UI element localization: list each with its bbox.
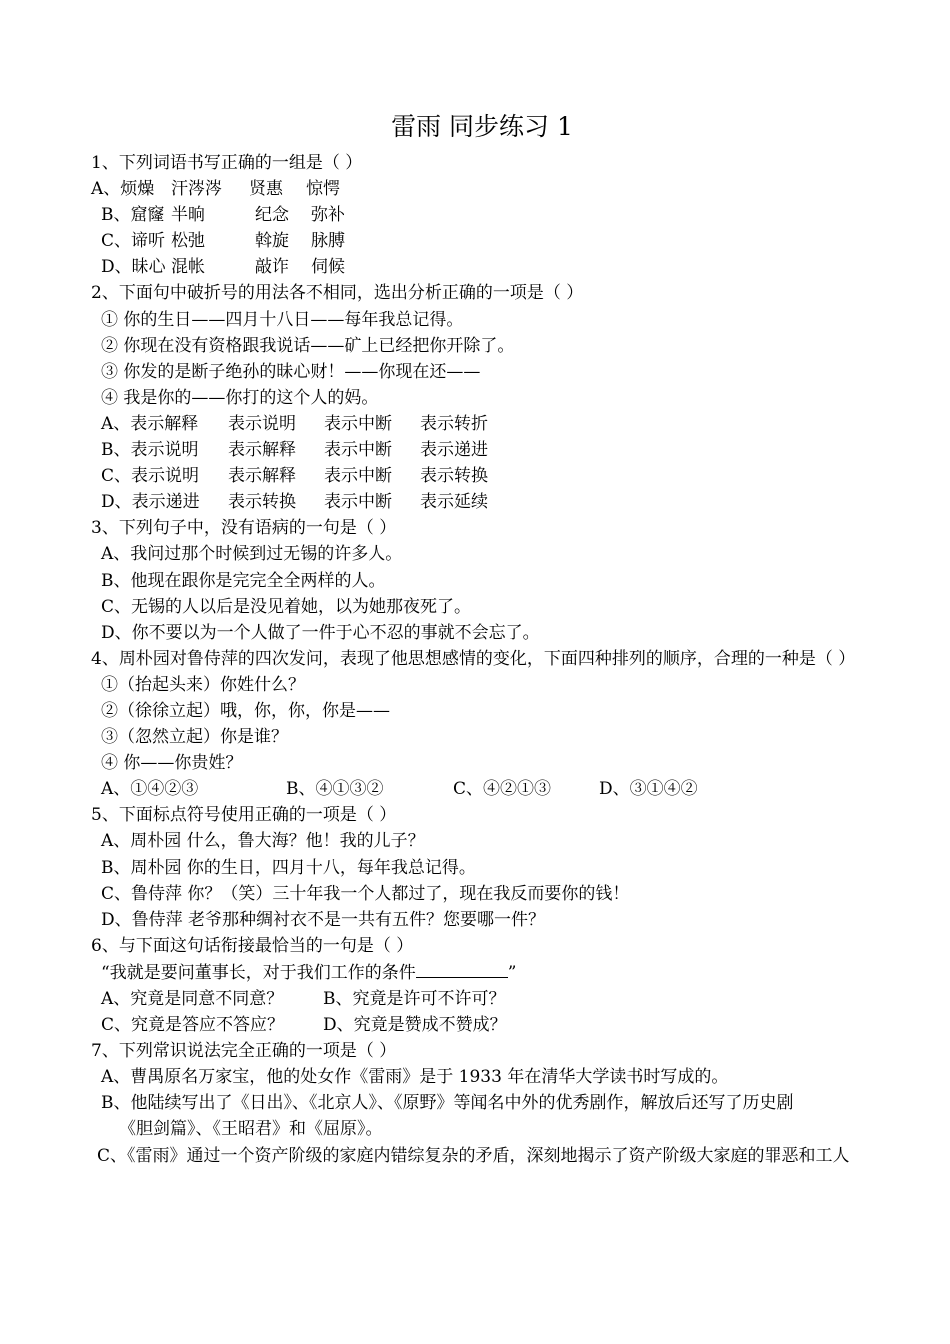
q4-options (91, 776, 861, 802)
q4-stem: 4、周朴园对鲁侍萍的四次发问，表现了他思想感情的变化，下面四种排列的顺序，合理的一种是（ ） (91, 648, 856, 669)
q1-option-a-word2: 汗涔涔 (171, 179, 222, 200)
q7-option-b: B、他陆续写出了《日出》、《北京人》、《原野》等闻名中外的优秀剧作，解放后还写了历史剧 (101, 1093, 794, 1114)
q1-option-b-word3: 纪念 (255, 205, 289, 226)
q2-sentence-2: ② 你现在没有资格跟我说话——矿上已经把你开除了。 (101, 335, 515, 356)
q4-sentence-3: ③（忽然立起）你是谁？ (101, 727, 288, 748)
q2-sentence-1: ① 你的生日——四月十八日——每年我总记得。 (101, 309, 464, 330)
q6-option-b: B、究竟是许可不许可？ (323, 989, 506, 1009)
q1-option-a (91, 176, 861, 202)
q3-option-c: C、无锡的人以后是没见着她，以为她那夜死了。 (101, 596, 472, 617)
q1-option-b-word2: 半晌 (171, 205, 205, 226)
q7-option-b-continued: 《胆剑篇》、《王昭君》和《屈原》。 (119, 1119, 383, 1140)
q2-option-b-part1: B、表示说明 (101, 440, 199, 461)
q2-option-a-part3: 表示中断 (324, 413, 392, 434)
q2-option-c-part3: 表示中断 (324, 466, 392, 487)
q6-quote (91, 959, 861, 986)
q5-option-c: C、鲁侍萍 你？（笑）三十年我一个人都过了，现在我反而要你的钱！ (101, 883, 630, 904)
q4-option-a: A、①④②③ (101, 779, 199, 800)
q2-option-c (91, 463, 861, 489)
q6-option-a: A、究竟是同意不同意？ (101, 989, 284, 1009)
q2-option-d-part3: 表示中断 (324, 492, 392, 513)
q2-option-b-part4: 表示递进 (420, 440, 488, 461)
q2-option-c-part2: 表示解释 (228, 466, 296, 487)
q2-option-b (91, 437, 861, 463)
q1-option-d-word4: 伺候 (311, 257, 345, 278)
q6-quote-text: “我就是要问董事长，对于我们工作的条件 (101, 962, 416, 983)
q1-option-c-word4: 脉膊 (311, 231, 345, 252)
q2-option-c-part4: 表示转换 (420, 466, 488, 487)
q1-option-d-word3: 敲诈 (255, 257, 289, 278)
q4-sentence-1: ①（抬起头来）你姓什么？ (101, 674, 305, 695)
q2-option-b-part2: 表示解释 (228, 440, 296, 461)
q3-stem: 3、下列句子中，没有语病的一句是（ ） (91, 518, 397, 539)
q1-option-c (91, 228, 861, 254)
q1-option-a-word4: 惊愕 (306, 179, 340, 200)
q1-stem: 1、下列词语书写正确的一组是（ ） (91, 153, 363, 173)
q2-option-b-part3: 表示中断 (324, 440, 392, 461)
q7-option-a: A、曹禺原名万家宝，他的处女作《雷雨》是于 1933 年在清华大学读书时写成的。 (101, 1067, 729, 1088)
q2-option-a-part1: A、表示解释 (101, 413, 199, 434)
q6-option-d: D、究竟是赞成不赞成？ (323, 1015, 507, 1036)
q1-option-b-label: B、窟窿 (101, 205, 165, 226)
q3-option-d: D、你不要以为一个人做了一件于心不忍的事就不会忘了。 (101, 622, 540, 643)
q1-option-c-label: C、谛听 (101, 231, 166, 252)
q2-stem: 2、下面句中破折号的用法各不相同，选出分析正确的一项是（ ） (91, 283, 584, 304)
q5-stem: 5、下面标点符号使用正确的一项是（ ） (91, 805, 397, 826)
q3-option-b: B、他现在跟你是完完全全两样的人。 (101, 570, 386, 591)
q1-option-a-word3: 贤惠 (249, 179, 283, 200)
q6-options-row1 (91, 986, 861, 1012)
q6-answer-blank (416, 959, 508, 978)
q2-option-a-part4: 表示转折 (420, 413, 488, 434)
q2-option-d (91, 489, 861, 515)
q2-option-c-part1: C、表示说明 (101, 466, 200, 487)
q1-option-b-word4: 弥补 (311, 205, 345, 226)
q2-option-d-part2: 表示转换 (228, 492, 296, 513)
q2-sentence-3: ③ 你发的是断子绝孙的昧心财！——你现在还—— (101, 361, 481, 382)
q1-option-a-label: A、烦燥 (91, 179, 155, 200)
worksheet (91, 108, 861, 1169)
q1-option-d-label: D、昧心 (101, 257, 166, 278)
q3-option-a: A、我问过那个时候到过无锡的许多人。 (101, 544, 403, 565)
q6-option-c: C、究竟是答应不答应？ (101, 1015, 285, 1036)
q1-option-d-word2: 混帐 (171, 257, 205, 278)
q1-option-d (91, 254, 861, 280)
q5-option-b: B、周朴园 你的生日，四月十八，每年我总记得。 (101, 857, 476, 878)
q4-sentence-2: ②（徐徐立起）哦，你，你，你是—— (101, 700, 390, 721)
q7-option-c: C、《雷雨》通过一个资产阶级的家庭内错综复杂的矛盾，深刻地揭示了资产阶级大家庭的罪恶和工人 (97, 1145, 850, 1166)
q2-option-a (91, 411, 861, 437)
q5-option-d: D、鲁侍萍 老爷那种绸衬衣不是一共有五件？您要哪一件？ (101, 909, 546, 930)
q7-stem: 7、下列常识说法完全正确的一项是（ ） (91, 1041, 397, 1062)
q4-sentence-4: ④ 你——你贵姓？ (101, 753, 243, 774)
q5-option-a: A、周朴园 什么，鲁大海？他！我的儿子？ (101, 831, 425, 852)
q6-quote-close: ” (507, 962, 517, 983)
q4-option-d: D、③①④② (599, 779, 698, 800)
page-title: 雷雨 同步练习 1 (391, 112, 573, 141)
q4-option-c: C、④②①③ (453, 779, 552, 800)
q2-option-d-part4: 表示延续 (420, 492, 488, 513)
q1-option-b (91, 202, 861, 228)
q6-options-row2 (91, 1012, 861, 1038)
q1-option-c-word2: 松弛 (171, 231, 205, 252)
q2-option-d-part1: D、表示递进 (101, 492, 200, 513)
q1-option-c-word3: 斡旋 (255, 231, 289, 252)
q2-option-a-part2: 表示说明 (228, 413, 296, 434)
q4-option-b: B、④①③② (286, 779, 384, 800)
q2-sentence-4: ④ 我是你的——你打的这个人的妈。 (101, 387, 379, 408)
q6-stem: 6、与下面这句话衔接最恰当的一句是（ ） (91, 935, 414, 956)
